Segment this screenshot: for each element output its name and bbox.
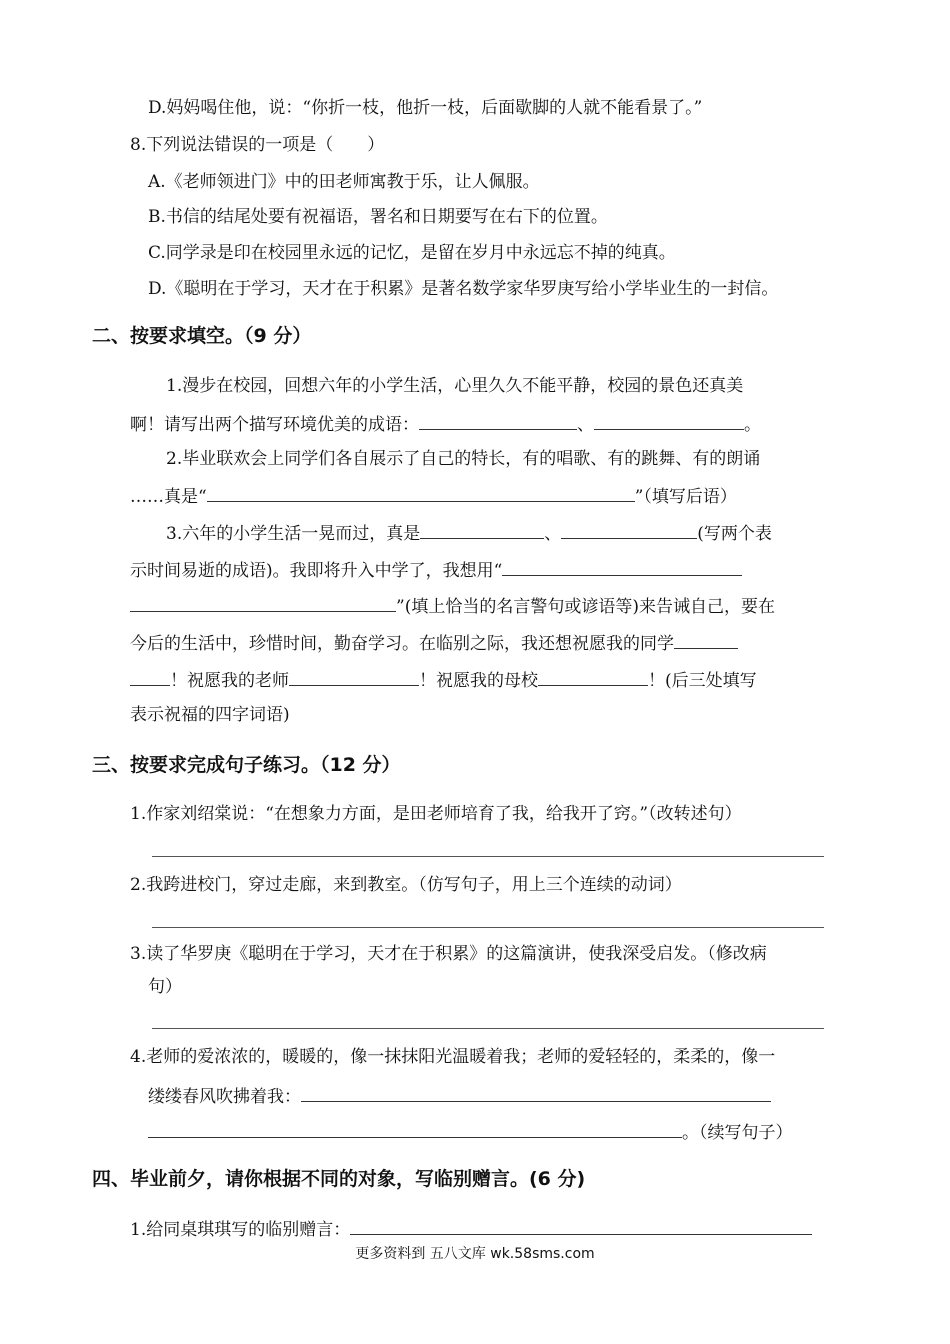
s2-q3-line3 bbox=[130, 593, 775, 619]
s3-q1-answer-line[interactable] bbox=[152, 856, 824, 857]
s2-q3-teacher-blank[interactable] bbox=[289, 667, 419, 686]
s2-q3-classmate-blank-b[interactable] bbox=[130, 667, 170, 686]
s3-q4-blank-1[interactable] bbox=[301, 1083, 771, 1102]
s2-q3-line1-end: (写两个表 bbox=[697, 524, 772, 544]
s4-q1-blank[interactable] bbox=[350, 1216, 812, 1235]
s2-q3-classmate-blank-a[interactable] bbox=[674, 630, 738, 649]
s3-q1: 1.作家刘绍棠说：“在想象力方面，是田老师培育了我，给我开了窍。”（改转述句） bbox=[130, 804, 742, 824]
s2-q3-line5 bbox=[130, 667, 757, 693]
s4-q1 bbox=[130, 1216, 812, 1242]
s3-q2-answer-line[interactable] bbox=[152, 927, 824, 928]
s2-q3-line1 bbox=[166, 520, 772, 546]
s2-q3-blank-2[interactable] bbox=[561, 520, 697, 539]
s2-q2-prefix: ……真是“ bbox=[130, 487, 207, 507]
s2-q2-line1: 2.毕业联欢会上同学们各自展示了自己的特长，有的唱歌、有的跳舞、有的朗诵 bbox=[166, 449, 761, 469]
s2-q1-line1: 1.漫步在校园，回想六年的小学生活，心里久久不能平静，校园的景色还真美 bbox=[166, 376, 744, 396]
q8-stem: 8.下列说法错误的一项是（ ） bbox=[130, 135, 385, 155]
s2-q1-blank-1[interactable] bbox=[419, 411, 577, 430]
q8-option-a: A.《老师领进门》中的田老师寓教于乐，让人佩服。 bbox=[148, 172, 540, 192]
s3-q4-prompt: 缕缕春风吹拂着我： bbox=[148, 1087, 301, 1107]
section-2-title: 二、按要求填空。（9 分） bbox=[92, 325, 312, 347]
s2-q1-separator: 、 bbox=[577, 415, 594, 435]
s2-q3-blank-1[interactable] bbox=[420, 520, 544, 539]
s3-q2: 2.我跨进校门，穿过走廊，来到教室。（仿写句子，用上三个连续的动词） bbox=[130, 875, 682, 895]
s2-q3-school-blank[interactable] bbox=[538, 667, 648, 686]
s2-q1-line2 bbox=[130, 411, 761, 437]
s2-q1-end: 。 bbox=[744, 415, 761, 435]
section-3-title: 三、按要求完成句子练习。（12 分） bbox=[92, 754, 401, 776]
s2-q3-line5-end: ！(后三处填写 bbox=[648, 671, 757, 691]
s3-q4-line1: 4.老师的爱浓浓的，暖暖的，像一抹抹阳光温暖着我；老师的爱轻轻的，柔柔的，像一 bbox=[130, 1047, 776, 1067]
s4-q1-prompt: 1.给同桌琪琪写的临别赠言： bbox=[130, 1220, 351, 1240]
q8-option-c: C.同学录是印在校园里永远的记忆，是留在岁月中永远忘不掉的纯真。 bbox=[148, 243, 676, 263]
s2-q2-suffix: ”（填写后语） bbox=[634, 487, 737, 507]
s3-q3-line2: 句） bbox=[148, 977, 182, 997]
s2-q3-proverb-blank-2[interactable] bbox=[130, 593, 396, 612]
s3-q4-line3 bbox=[148, 1119, 793, 1145]
s3-q3-answer-line[interactable] bbox=[152, 1028, 824, 1029]
s2-q3-line2-text: 示时间易逝的成语)。我即将升入中学了，我想用“ bbox=[130, 561, 503, 581]
s3-q4-blank-2[interactable] bbox=[148, 1119, 682, 1138]
s3-q3-line1: 3.读了华罗庚《聪明在于学习，天才在于积累》的这篇演讲，使我深受启发。（修改病 bbox=[130, 944, 767, 964]
section-4-title: 四、毕业前夕，请你根据不同的对象，写临别赠言。(6 分) bbox=[92, 1168, 586, 1190]
s2-q3-separator: 、 bbox=[544, 524, 562, 544]
q8-option-b: B.书信的结尾处要有祝福语，署名和日期要写在右下的位置。 bbox=[148, 207, 608, 227]
s2-q1-prompt: 啊！请写出两个描写环境优美的成语： bbox=[130, 415, 419, 435]
s3-q4-line2 bbox=[148, 1083, 771, 1109]
s2-q3-line2 bbox=[130, 557, 742, 583]
q8-option-d: D.《聪明在于学习，天才在于积累》是著名数学家华罗庚写给小学毕业生的一封信。 bbox=[148, 279, 779, 299]
s2-q1-blank-2[interactable] bbox=[594, 411, 744, 430]
s2-q3-line3-text: ”(填上恰当的名言警句或谚语等)来告诫自己，要在 bbox=[396, 597, 775, 617]
s3-q4-end: 。（续写句子） bbox=[682, 1123, 793, 1143]
s2-q3-prompt: 3.六年的小学生活一晃而过，真是 bbox=[166, 524, 421, 544]
q7-option-d: D.妈妈喝住他，说：“你折一枝，他折一枝，后面歇脚的人就不能看景了。” bbox=[148, 98, 703, 118]
s2-q3-line4 bbox=[130, 630, 738, 656]
footer-watermark: 更多资料到 五八文库 wk.58sms.com bbox=[355, 1246, 595, 1262]
s2-q2-blank[interactable] bbox=[207, 483, 635, 502]
s2-q3-teacher-prompt: ！祝愿我的老师 bbox=[170, 671, 289, 691]
s2-q3-line4-text: 今后的生活中，珍惜时间，勤奋学习。在临别之际，我还想祝愿我的同学 bbox=[130, 634, 674, 654]
s2-q2-line2 bbox=[130, 483, 737, 509]
s2-q3-line6: 表示祝福的四字词语) bbox=[130, 705, 290, 725]
s2-q3-proverb-blank-1[interactable] bbox=[502, 557, 742, 576]
s2-q3-school-prompt: ！祝愿我的母校 bbox=[419, 671, 538, 691]
